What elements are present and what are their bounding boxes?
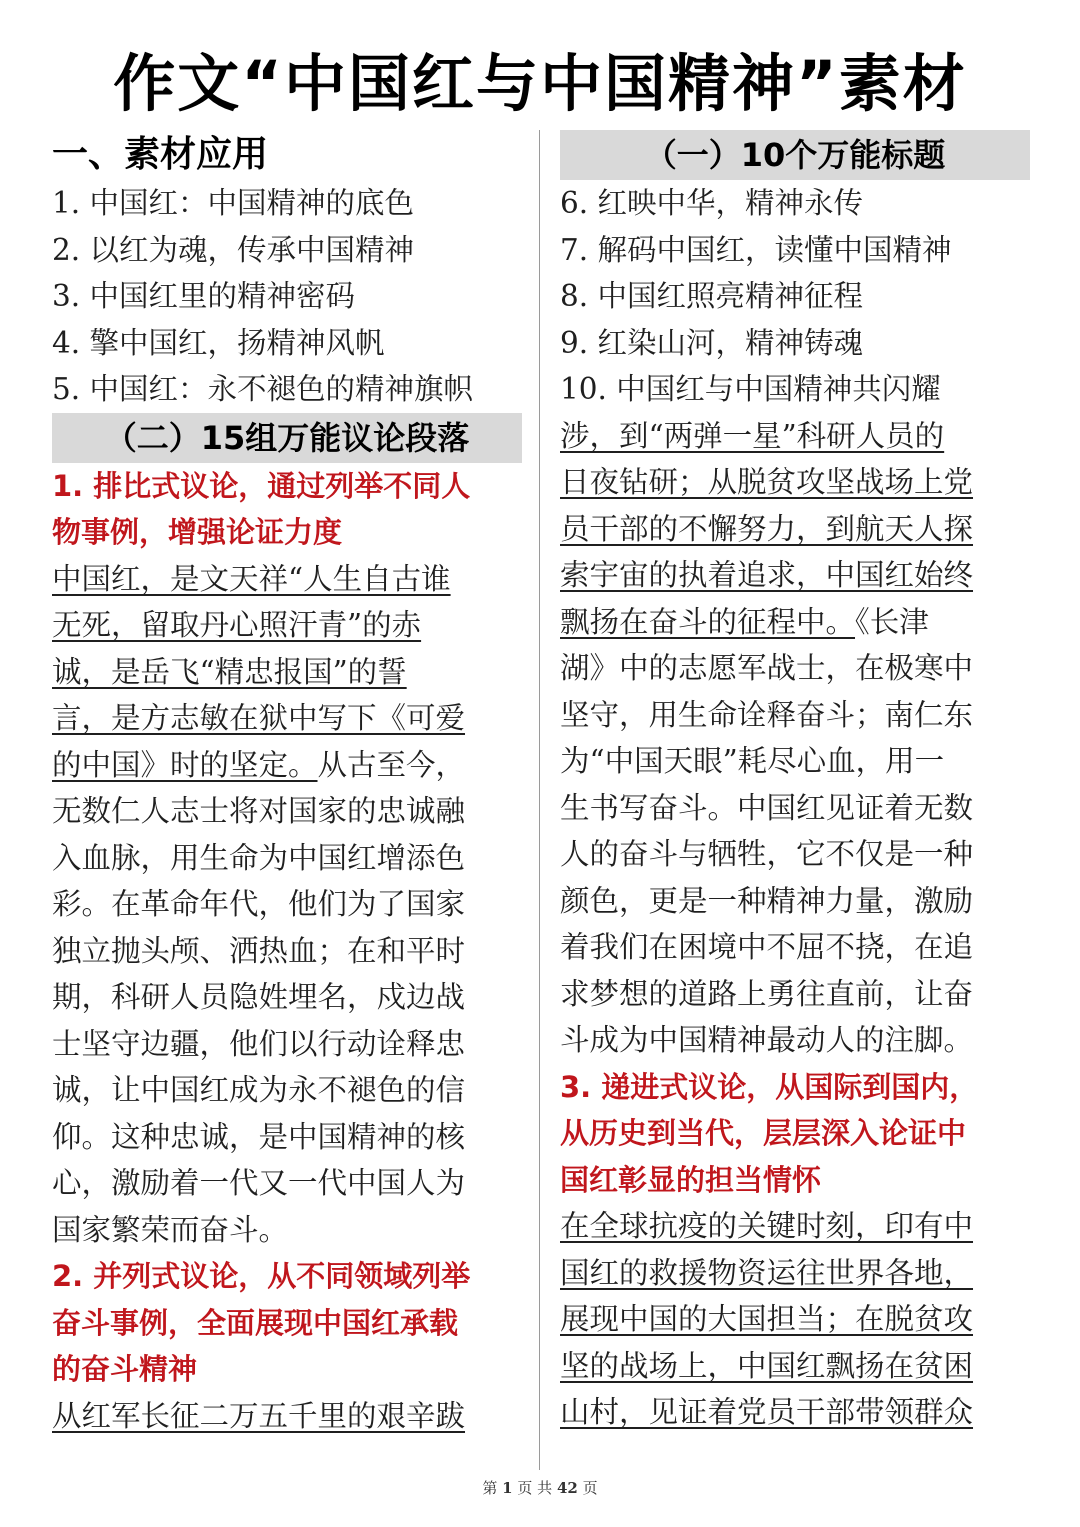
red-heading-line: 物事例，增强论证力度 (52, 515, 343, 549)
underlined-text: 的中国》时的坚定。 (52, 747, 318, 782)
title-item: 9. 红染山河，精神铸魂 (560, 325, 864, 360)
left-column (52, 130, 522, 1439)
item2-paragraph-continued (560, 413, 1030, 1064)
column-divider (539, 130, 540, 1470)
paragraph-text: 期，科研人员隐姓埋名，戍边战 (52, 980, 466, 1014)
title-item: 8. 中国红照亮精神征程 (560, 279, 864, 313)
right-column (560, 130, 1030, 1436)
paragraph-text: 《长津 (855, 604, 929, 639)
paragraph-text: 国家繁荣而奋斗。 (52, 1212, 289, 1247)
item1-paragraph (52, 556, 522, 1254)
red-heading-line: 奋斗事例，全面展现中国红承载 (52, 1305, 459, 1340)
item3-heading (560, 1064, 1030, 1204)
underlined-text: 诚，是岳飞“精忠报国”的誓 (52, 654, 407, 689)
paragraph-text: 颜色，更是一种精神力量，激励 (560, 883, 974, 918)
title-item: 5. 中国红：永不褪色的精神旗帜 (52, 372, 474, 406)
red-heading-line: 3. 递进式议论，从国际到国内， (560, 1069, 979, 1104)
page-title: 作文“中国红与中国精神”素材 (113, 47, 967, 120)
paragraph-text: 人的奋斗与牺牲，它不仅是一种 (560, 837, 974, 871)
paragraph-text: 无数仁人志士将对国家的忠诚融 (52, 794, 466, 828)
paragraph-text: 仰。这种忠诚，是中国精神的核 (52, 1119, 466, 1154)
underlined-text: 日夜钻研；从脱贫攻坚战场上党 (560, 465, 974, 499)
paragraph-text: 坚守，用生命诠释奋斗；南仁东 (560, 697, 974, 732)
title-item: 2. 以红为魂，传承中国精神 (52, 232, 415, 267)
red-heading-line: 从历史到当代，层层深入论证中 (560, 1116, 967, 1150)
paragraph-text: 入血脉，用生命为中国红增添色 (52, 840, 466, 875)
underlined-text: 国红的救援物资运往世界各地， (560, 1255, 974, 1290)
underlined-text: 索宇宙的执着追求，中国红始终 (560, 558, 974, 592)
footer-suffix: 页 (582, 1479, 598, 1497)
paragraph-text: 求梦想的道路上勇往直前，让奋 (560, 976, 974, 1011)
underlined-text: 从红军长征二万五千里的艰辛跋 (52, 1398, 466, 1433)
footer-page-number: 1 (502, 1479, 513, 1497)
underlined-text: 在全球抗疫的关键时刻，印有中 (560, 1209, 974, 1243)
title-item: 4. 擎中国红，扬精神风帆 (52, 325, 385, 360)
title-item: 7. 解码中国红，读懂中国精神 (560, 232, 952, 267)
red-heading-line: 的奋斗精神 (52, 1352, 198, 1386)
titles-subheading: （一）10个万能标题 (560, 130, 1030, 180)
title-item: 3. 中国红里的精神密码 (52, 279, 356, 313)
underlined-text: 无死，留取丹心照汗青”的赤 (52, 608, 422, 642)
footer-total-pages: 42 (556, 1479, 578, 1497)
item3-paragraph (560, 1203, 1030, 1436)
title-item: 10. 中国红与中国精神共闪耀 (560, 372, 941, 406)
title-list-right (560, 180, 1030, 413)
title-item: 1. 中国红：中国精神的底色 (52, 186, 415, 220)
underlined-text: 涉，到“两弹一星”科研人员的 (560, 418, 945, 453)
title-item: 6. 红映中华，精神永传 (560, 186, 864, 220)
paragraph-text: 心，激励着一代又一代中国人为 (52, 1166, 466, 1200)
underlined-text: 坚的战场上，中国红飘扬在贫困 (560, 1348, 974, 1383)
paragraph-text: 诚，让中国红成为永不褪色的信 (52, 1073, 466, 1107)
paragraph-text: 士坚守边疆，他们以行动诠释忠 (52, 1026, 466, 1061)
paragraph-text: 湖》中的志愿军战士，在极寒中 (560, 651, 974, 685)
paragraph-text: 彩。在革命年代，他们为了国家 (52, 887, 466, 921)
paragraph-text: 着我们在困境中不屈不挠，在追 (560, 930, 974, 964)
red-heading-line: 2. 并列式议论，从不同领域列举 (52, 1259, 471, 1293)
paragraph-text: 为“中国天眼”耗尽心血，用一 (560, 744, 945, 778)
paragraph-text: 生书写奋斗。中国红见证着无数 (560, 790, 974, 825)
item1-heading (52, 463, 522, 556)
underlined-text: 言，是方志敏在狱中写下《可爱 (52, 701, 466, 735)
red-heading-line: 1. 排比式议论，通过列举不同人 (52, 468, 471, 503)
item2-paragraph (52, 1393, 522, 1440)
footer-prefix: 第 (482, 1479, 498, 1497)
underlined-text: 山村，见证着党员干部带领群众 (560, 1395, 974, 1429)
underlined-text: 员干部的不懈努力，到航天人探 (560, 511, 974, 546)
paragraph-text: 从古至今， (317, 747, 466, 782)
underlined-text: 飘扬在奋斗的征程中。 (560, 604, 856, 639)
title-list-left (52, 180, 522, 413)
paragraphs-subheading: （二）15组万能议论段落 (52, 413, 522, 463)
paragraph-text: 斗成为中国精神最动人的注脚。 (560, 1023, 974, 1057)
underlined-text: 展现中国的大国担当；在脱贫攻 (560, 1302, 974, 1336)
footer-mid: 页 共 (517, 1479, 553, 1497)
section-heading: 一、素材应用 (52, 134, 269, 175)
paragraph-text: 独立抛头颅、洒热血；在和平时 (52, 933, 466, 968)
red-heading-line: 国红彰显的担当情怀 (560, 1162, 822, 1197)
underlined-text: 中国红，是文天祥“人生自古谁 (52, 561, 451, 596)
item2-heading (52, 1253, 522, 1393)
page-footer (0, 1478, 1080, 1498)
